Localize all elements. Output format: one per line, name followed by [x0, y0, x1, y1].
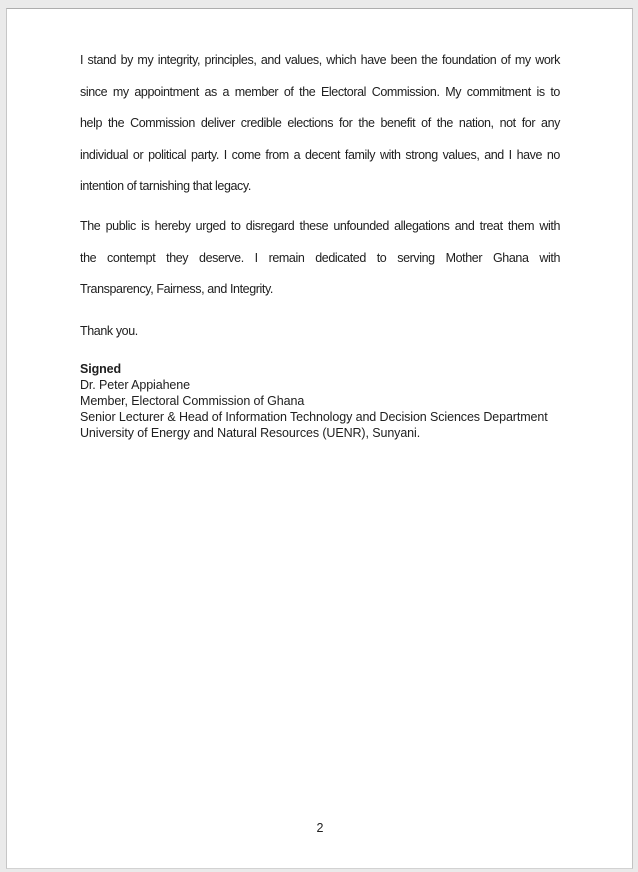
paragraph-1-line: I stand by my integrity, principles, and values, which have been the foundation of my work: [80, 53, 560, 67]
paragraph-2-line: The public is hereby urged to disregard these unfounded allegations and treat them with: [80, 219, 560, 233]
closing-line: Thank you.: [80, 324, 138, 338]
signature-institution: University of Energy and Natural Resources (UENR), Sunyani.: [80, 426, 421, 440]
paragraph-1-line: since my appointment as a member of the Electoral Commission. My commitment is to: [80, 84, 560, 99]
signature-name: Dr. Peter Appiahene: [80, 378, 190, 392]
paragraph-2-line: Transparency, Fairness, and Integrity.: [80, 282, 273, 296]
paragraph-1-line: help the Commission deliver credible elections for the benefit of the nation, not for any: [80, 116, 560, 130]
paragraph-1-line: intention of tarnishing that legacy.: [80, 179, 251, 193]
paragraph-1-line: individual or political party. I come from a decent family with strong values, and I have no: [80, 147, 560, 162]
signature-title: Senior Lecturer & Head of Information Technology and Decision Sciences Department: [80, 410, 548, 424]
paragraph-2: [80, 211, 560, 306]
signature-role: Member, Electoral Commission of Ghana: [80, 394, 305, 408]
page-number: 2: [316, 821, 324, 835]
document-page[interactable]: [6, 8, 633, 869]
signature-block: [80, 361, 560, 441]
paragraph-1: [80, 45, 560, 203]
paragraph-2-line: the contempt they deserve. I remain dedicated to serving Mother Ghana with: [80, 250, 560, 265]
signature-label: Signed: [80, 362, 122, 376]
